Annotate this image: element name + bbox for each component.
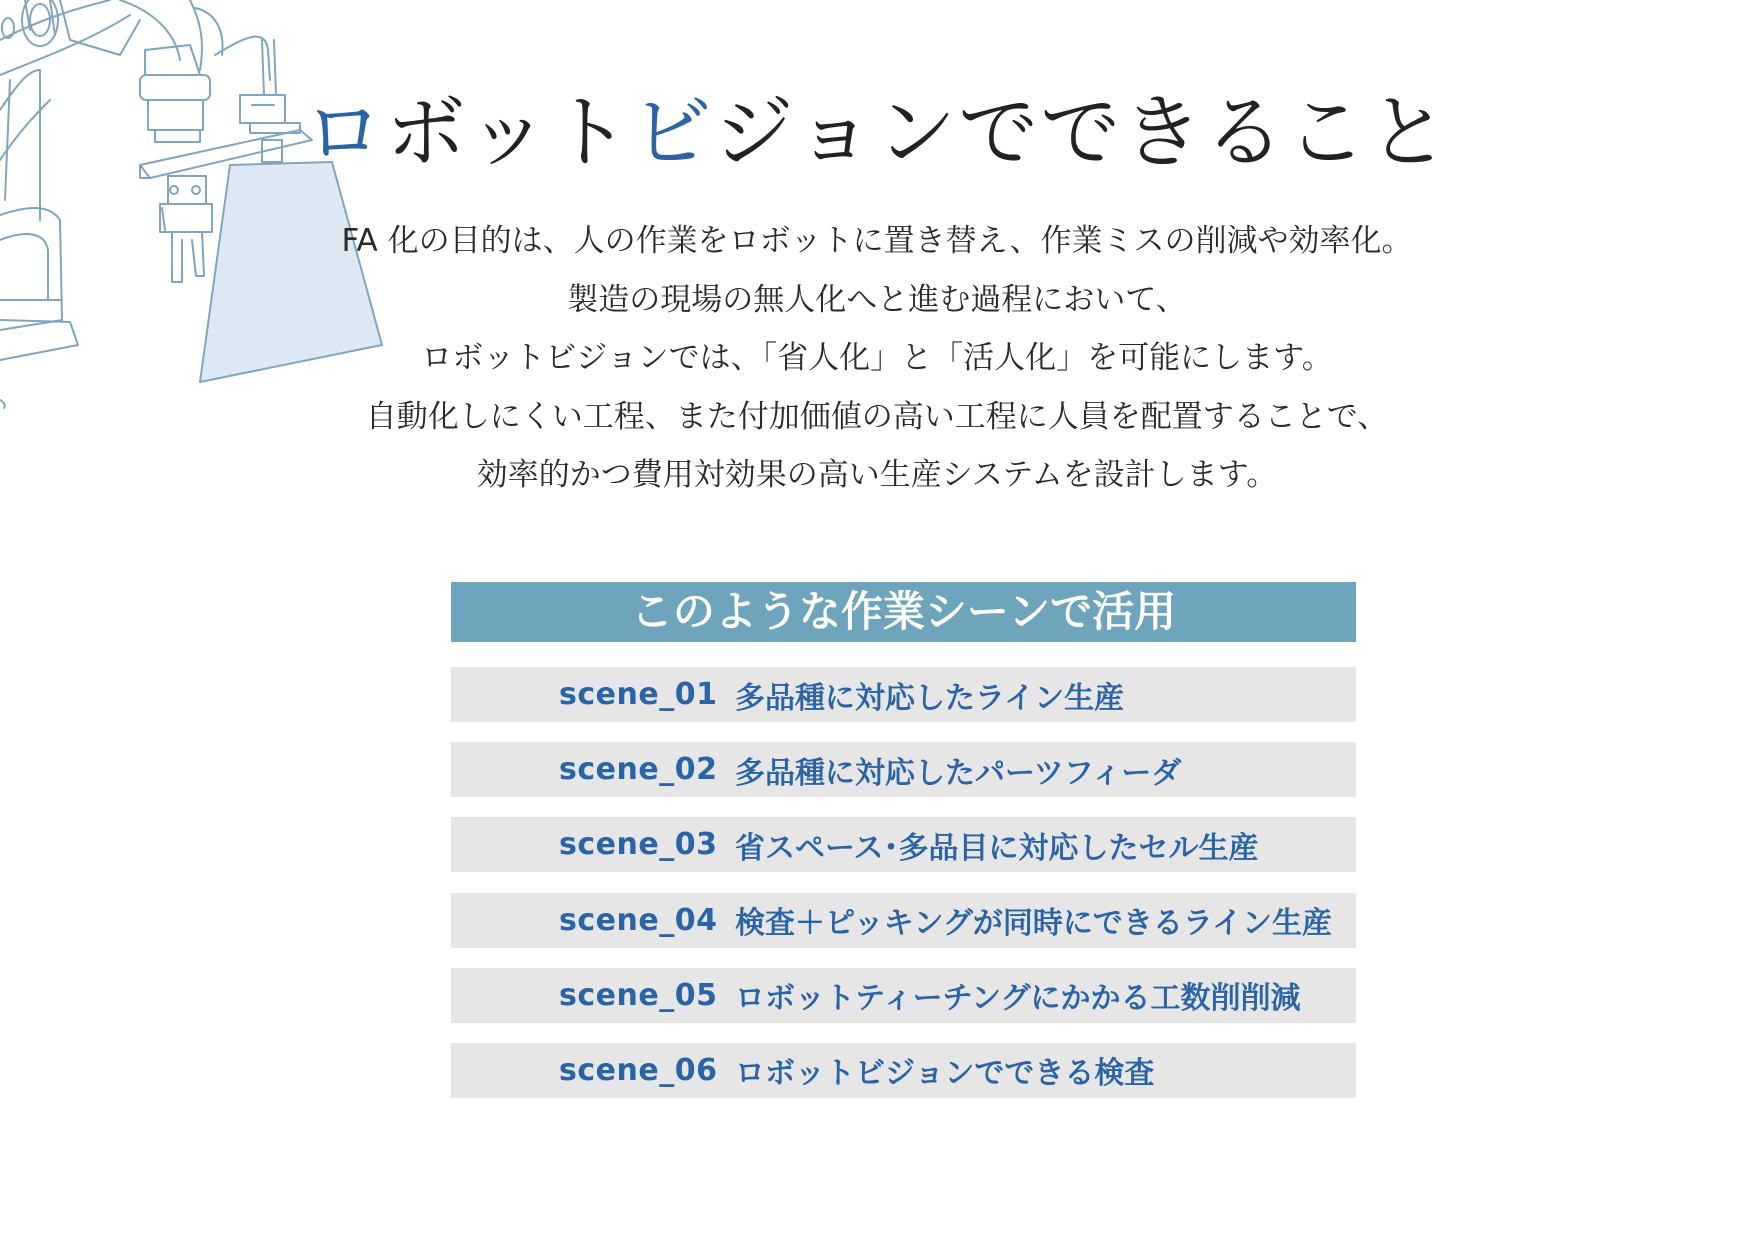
scene-label: 多品種に対応したライン生産	[735, 680, 1125, 716]
scene-list	[451, 667, 1356, 1118]
title-segment-2: ボット	[385, 86, 632, 179]
scene-row-02[interactable]	[451, 742, 1356, 797]
intro-line-1: FA 化の目的は、人の作業をロボットに置き替え、作業ミスの削減や効率化。	[341, 223, 1413, 259]
scene-id: scene_06	[559, 1052, 718, 1088]
scene-id: scene_02	[559, 752, 718, 788]
scenes-heading: このような作業シーンで活用	[451, 582, 1356, 642]
title-segment-3: ビ	[631, 86, 714, 179]
title-segment-4: ジョンでできること	[713, 86, 1451, 179]
intro-line-2: 製造の現場の無人化へと進む過程において、	[567, 281, 1187, 318]
intro-paragraph	[0, 212, 1754, 505]
scene-row-04[interactable]	[451, 893, 1356, 948]
scene-id: scene_05	[559, 977, 718, 1013]
scene-row-03[interactable]	[451, 817, 1356, 872]
scene-label: ロボットビジョンでできる検査	[735, 1056, 1155, 1092]
scene-row-06[interactable]	[451, 1043, 1356, 1098]
intro-line-5: 効率的かつ費用対効果の高い生産システムを設計します。	[476, 457, 1278, 493]
scene-row-01[interactable]	[451, 667, 1356, 722]
scene-label: 検査＋ピッキングが同時にできるライン生産	[735, 906, 1332, 942]
scene-label: 多品種に対応したパーツフィーダ	[735, 755, 1182, 791]
scene-label: ロボットティーチングにかかる工数削削減	[735, 981, 1301, 1017]
scene-id: scene_04	[559, 902, 718, 938]
scene-label: 省スペース･多品目に対応したセル生産	[735, 830, 1259, 866]
scene-id: scene_03	[559, 827, 718, 863]
title-segment-1: ロ	[303, 86, 386, 179]
intro-line-3: ロボットビジョンでは、「省人化」と「活人化」を可能にします。	[421, 340, 1333, 376]
page-title	[0, 78, 1754, 188]
scene-id: scene_01	[559, 677, 718, 712]
intro-line-4: 自動化しにくい工程、また付加価値の高い工程に人員を配置することで、	[365, 398, 1389, 435]
scene-row-05[interactable]	[451, 968, 1356, 1023]
